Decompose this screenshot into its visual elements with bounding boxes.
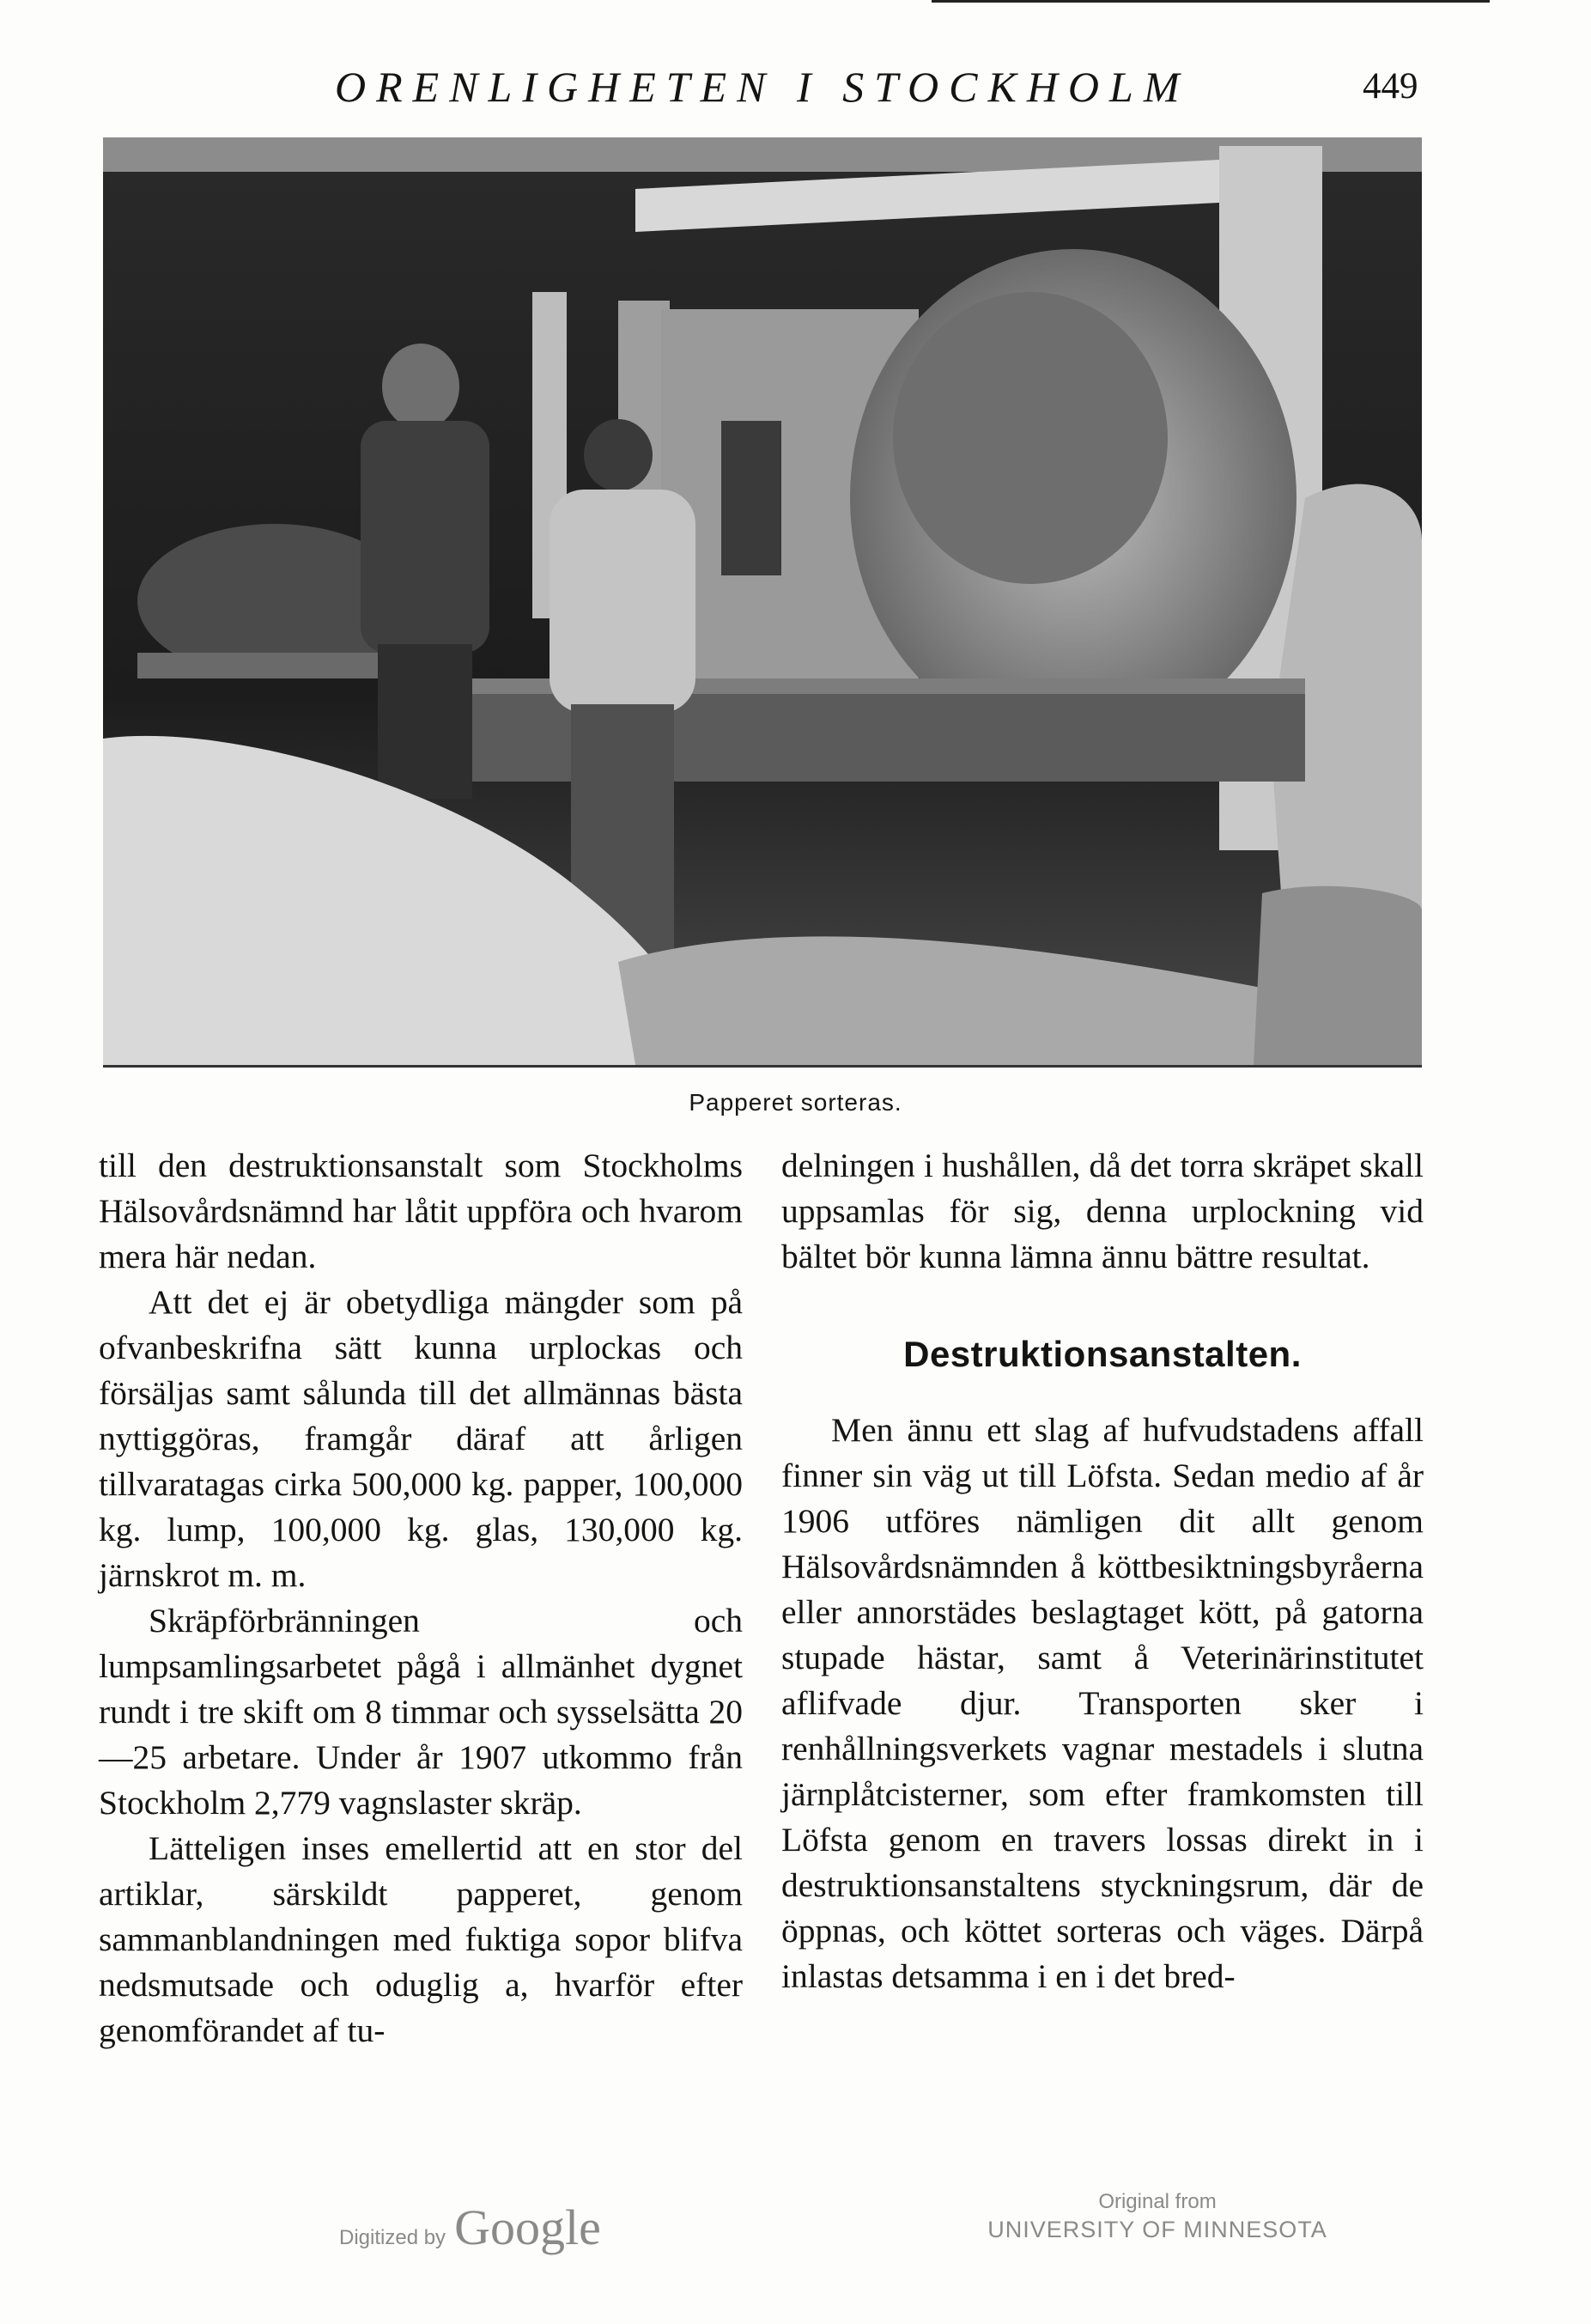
left-paragraph: Att det ej är obetydliga mängder som på ofvanbeskrifna sätt kunna urplockas och försäljas samt sålunda till det allmännas bästa nyttiggöras, framgår däraf att årligen tillvaratagas cirka 500,000 kg. papper, 100,000 kg. lump, 100,000 kg. glas, 130,000 kg. järnskrot m. m.	[99, 1283, 743, 1594]
section-heading: Destruktionsanstalten.	[903, 1334, 1302, 1374]
figure-caption: Papperet sorteras.	[689, 1089, 902, 1116]
original-from-label: Original from	[1098, 2190, 1217, 2213]
left-paragraph: Lätteligen inses emellertid att en stor del artiklar, särskildt papperet, genom sammanblandningen med fuktiga sopor blifva nedsmutsade och oduglig a, hvarför efter genomförandet af tu-	[99, 1829, 743, 2049]
photograph-paper-sorting	[103, 137, 1422, 1068]
source-note	[951, 2188, 1363, 2243]
institution-name: UNIVERSITY OF MINNESOTA	[987, 2217, 1327, 2242]
left-paragraph: till den destruktionsanstalt som Stockholms Hälsovårdsnämnd har låtit uppföra och hvarom mera här nedan.	[99, 1147, 743, 1275]
running-title: ORENLIGHETEN I STOCKHOLM	[335, 63, 1190, 111]
digitized-by-note	[339, 2199, 601, 2256]
top-rule	[932, 0, 1490, 3]
page-number: 449	[1363, 66, 1418, 106]
left-column	[99, 1143, 743, 2053]
right-column	[781, 1143, 1424, 1999]
photo-illustration	[103, 137, 1422, 1065]
right-paragraph: Men ännu ett slag af hufvudstadens affall finner sin väg ut till Löfsta. Sedan medio af år 1906 utföres nämligen dit allt genom Hälsovårdsnämnden å köttbesiktningsbyråerna eller annorstädes beslagtaget kött, på gatorna stupade hästar, samt å Veterinärinstitutet aflifvade djur. Transporten sker i renhållningsverkets vagnar mestadels i slutna järnplåtcisterner, som efter framkomsten till Löfsta genom en travers lossas direkt in i destruktionsanstaltens styckningsrum, där de öppnas, och köttet sorteras och väges. Därpå inlastas detsamma i en i det bred-	[781, 1411, 1424, 1995]
left-paragraph: Skräpförbränningen och lumpsamlingsarbetet pågå i allmänhet dygnet rundt i tre skift om 8 timmar och sysselsätta 20—25 arbetare. Under år 1907 utkommo från Stockholm 2,779 vagnslaster skräp.	[99, 1602, 743, 1822]
digitized-by-label: Digitized by	[339, 2226, 446, 2249]
right-paragraph: delningen i hushållen, då det torra skräpet skall uppsamlas för sig, denna urplockning vid bältet bör kunna lämna ännu bättre resultat.	[781, 1147, 1424, 1275]
google-logo: Google	[454, 2199, 601, 2255]
